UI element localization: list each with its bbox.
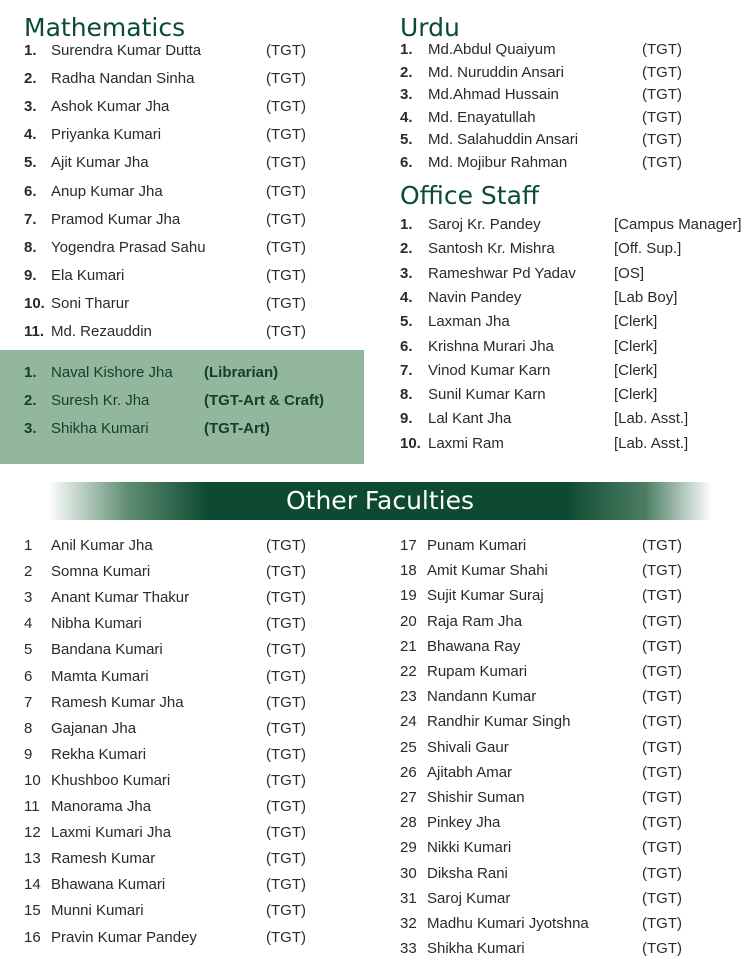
item-role: (TGT)	[266, 824, 306, 842]
item-number: 20	[400, 612, 417, 630]
item-name: Md. Nuruddin Ansari	[428, 63, 564, 81]
item-name: Shikha Kumari	[51, 420, 149, 437]
item-role: (TGT)	[642, 839, 682, 857]
item-name: Nandann Kumar	[427, 688, 537, 706]
item-name: Suresh Kr. Jha	[51, 392, 150, 409]
item-number: 30	[400, 864, 417, 882]
item-number: 5.	[400, 131, 413, 149]
item-number: 2	[24, 563, 33, 581]
item-number: 10.	[400, 434, 421, 452]
item-name: Shikha Kumari	[427, 940, 525, 958]
item-role: (TGT)	[642, 915, 682, 932]
item-name: Rupam Kumari	[427, 663, 528, 680]
item-number: 32	[400, 915, 417, 932]
mathematics-heading: Mathematics	[24, 13, 186, 42]
item-role: (TGT)	[642, 789, 682, 806]
item-number: 16	[24, 928, 41, 946]
item-name: Md. Enayatullah	[428, 108, 536, 126]
item-number: 6	[24, 667, 33, 685]
item-role: (Librarian)	[204, 364, 279, 381]
item-number: 3	[24, 589, 33, 607]
item-name: Radha Nandan Sinha	[51, 70, 195, 88]
item-number: 9	[24, 745, 33, 763]
item-role: (TGT)	[642, 713, 682, 731]
urdu-heading: Urdu	[400, 13, 460, 42]
item-name: Surendra Kumar Dutta	[51, 42, 202, 59]
item-number: 3.	[400, 264, 413, 282]
item-role: (TGT)	[266, 902, 306, 920]
item-number: 29	[400, 839, 417, 857]
item-role: (TGT)	[266, 323, 306, 340]
item-role: (TGT)	[642, 108, 682, 126]
item-name: Krishna Murari Jha	[428, 337, 554, 355]
item-number: 3.	[24, 98, 37, 116]
item-name: Navin Pandey	[428, 288, 522, 306]
item-name: Punam Kumari	[427, 537, 527, 554]
item-number: 8.	[24, 238, 37, 256]
item-name: Soni Tharur	[51, 294, 130, 312]
item-name: Saroj Kumar	[427, 889, 511, 907]
item-name: Laxman Jha	[428, 313, 510, 331]
item-number: 2.	[24, 392, 37, 409]
item-name: Lal Kant Jha	[428, 410, 512, 428]
item-name: Md.Abdul Quaiyum	[428, 41, 556, 58]
item-name: Madhu Kumari Jyotshna	[427, 915, 589, 932]
item-name: Pinkey Jha	[427, 814, 501, 832]
item-number: 24	[400, 713, 417, 731]
item-number: 12	[24, 824, 41, 842]
item-number: 31	[400, 889, 417, 907]
item-name: Bhawana Ray	[427, 637, 521, 655]
item-name: Anil Kumar Jha	[51, 537, 153, 554]
item-name: Ashok Kumar Jha	[51, 98, 170, 116]
item-role: (TGT)	[266, 667, 306, 685]
item-role: [Lab Boy]	[614, 288, 678, 306]
item-number: 11.	[24, 323, 45, 340]
item-name: Ramesh Kumar Jha	[51, 693, 184, 711]
item-name: Mamta Kumari	[51, 667, 149, 685]
item-number: 1.	[400, 41, 413, 58]
item-number: 6.	[24, 182, 37, 200]
item-role: [Off. Sup.]	[614, 240, 682, 258]
item-name: Nibha Kumari	[51, 615, 142, 633]
item-name: Md. Mojibur Rahman	[428, 154, 568, 171]
item-role: (TGT)	[266, 563, 306, 581]
item-name: Santosh Kr. Mishra	[428, 240, 555, 258]
item-number: 8.	[400, 386, 413, 404]
item-role: (TGT)	[642, 86, 682, 104]
item-name: Ajitabh Amar	[427, 763, 513, 781]
item-role: (TGT)	[642, 763, 682, 781]
item-role: [Lab. Asst.]	[614, 410, 689, 428]
item-name: Ajit Kumar Jha	[51, 154, 149, 172]
item-role: [OS]	[614, 264, 645, 282]
item-role: (TGT)	[266, 98, 306, 116]
item-role: (TGT-Art)	[204, 420, 270, 437]
item-number: 4.	[24, 126, 37, 144]
item-name: Bhawana Kumari	[51, 876, 166, 894]
item-role: (TGT)	[266, 238, 306, 256]
item-role: (TGT)	[266, 294, 306, 312]
item-number: 18	[400, 562, 417, 580]
item-role: (TGT)	[642, 814, 682, 832]
item-name: Anup Kumar Jha	[51, 182, 163, 200]
item-name: Pramod Kumar Jha	[51, 210, 181, 228]
item-role: (TGT)	[266, 537, 306, 554]
item-name: Shishir Suman	[427, 789, 525, 806]
item-name: Md.Ahmad Hussain	[428, 86, 559, 104]
item-number: 1.	[400, 216, 413, 233]
item-number: 1	[24, 537, 33, 554]
item-role: (TGT)	[266, 745, 306, 763]
item-name: Naval Kishore Jha	[51, 364, 173, 381]
item-role: (TGT)	[266, 210, 306, 228]
item-number: 5	[24, 641, 33, 659]
item-number: 25	[400, 738, 417, 756]
item-role: (TGT)	[266, 70, 306, 88]
item-role: (TGT)	[266, 693, 306, 711]
item-role: (TGT)	[642, 562, 682, 580]
item-role: (TGT)	[642, 131, 682, 149]
item-number: 2.	[24, 70, 37, 88]
item-number: 9.	[400, 410, 413, 428]
item-number: 26	[400, 763, 417, 781]
item-number: 33	[400, 940, 417, 958]
item-name: Raja Ram Jha	[427, 612, 523, 630]
item-name: Laxmi Ram	[428, 434, 504, 452]
item-number: 6.	[400, 154, 413, 171]
item-role: (TGT)	[266, 876, 306, 894]
item-name: Randhir Kumar Singh	[427, 713, 571, 731]
item-name: Sunil Kumar Karn	[428, 386, 546, 404]
item-role: (TGT)	[266, 266, 306, 284]
item-role: (TGT)	[266, 182, 306, 200]
item-role: (TGT)	[642, 864, 682, 882]
item-number: 28	[400, 814, 417, 832]
item-role: (TGT)	[266, 850, 306, 868]
item-name: Manorama Jha	[51, 798, 152, 815]
item-number: 1.	[24, 364, 37, 381]
item-name: Anant Kumar Thakur	[51, 589, 190, 607]
item-role: (TGT)	[266, 771, 306, 789]
item-number: 7.	[400, 361, 413, 379]
item-number: 15	[24, 902, 41, 920]
item-name: Saroj Kr. Pandey	[428, 216, 541, 233]
item-role: (TGT)	[266, 928, 306, 946]
item-name: Rekha Kumari	[51, 745, 147, 763]
item-number: 5.	[400, 313, 413, 331]
item-number: 8	[24, 719, 33, 737]
item-number: 2.	[400, 240, 413, 258]
item-number: 13	[24, 850, 41, 868]
item-number: 4.	[400, 288, 413, 306]
item-number: 9.	[24, 266, 37, 284]
item-name: Laxmi Kumari Jha	[51, 824, 172, 842]
item-number: 1.	[24, 42, 37, 59]
item-number: 3.	[400, 86, 413, 104]
item-number: 14	[24, 876, 41, 894]
item-number: 10.	[24, 294, 45, 312]
item-role: (TGT)	[642, 738, 682, 756]
item-role: (TGT)	[642, 688, 682, 706]
item-role: (TGT)	[642, 63, 682, 81]
item-number: 27	[400, 789, 417, 806]
item-role: (TGT)	[266, 154, 306, 172]
item-role: [Lab. Asst.]	[614, 434, 689, 452]
item-number: 7.	[24, 210, 37, 228]
item-role: (TGT)	[266, 719, 306, 737]
item-name: Gajanan Jha	[51, 719, 137, 737]
item-name: Rameshwar Pd Yadav	[428, 264, 576, 282]
item-name: Munni Kumari	[51, 902, 144, 920]
item-role: (TGT)	[642, 537, 682, 554]
item-role: (TGT)	[642, 663, 682, 680]
item-number: 23	[400, 688, 417, 706]
item-number: 3.	[24, 420, 37, 437]
item-name: Nikki Kumari	[427, 839, 512, 857]
item-name: Bandana Kumari	[51, 641, 163, 659]
item-role: (TGT)	[642, 41, 682, 58]
item-name: Shivali Gaur	[427, 738, 509, 756]
item-number: 10	[24, 771, 41, 789]
item-role: [Clerk]	[614, 386, 658, 404]
item-role: (TGT)	[266, 42, 306, 59]
item-role: (TGT)	[642, 637, 682, 655]
item-number: 2.	[400, 63, 413, 81]
other-faculties-banner	[48, 482, 712, 520]
item-role: (TGT)	[642, 940, 682, 958]
office-staff-heading: Office Staff	[400, 181, 540, 210]
item-name: Ramesh Kumar	[51, 850, 156, 868]
item-role: (TGT)	[266, 798, 306, 815]
item-name: Diksha Rani	[427, 864, 508, 882]
item-role: [Clerk]	[614, 313, 658, 331]
item-name: Yogendra Prasad Sahu	[51, 238, 206, 256]
item-role: (TGT)	[266, 589, 306, 607]
item-number: 7	[24, 693, 33, 711]
item-number: 21	[400, 637, 417, 655]
item-number: 6.	[400, 337, 413, 355]
item-name: Amit Kumar Shahi	[427, 562, 548, 580]
item-number: 5.	[24, 154, 37, 172]
item-number: 19	[400, 587, 417, 605]
other-faculties-title: Other Faculties	[285, 486, 475, 515]
item-number: 17	[400, 537, 417, 554]
item-role: (TGT)	[642, 154, 682, 171]
item-role: (TGT)	[642, 612, 682, 630]
item-name: Somna Kumari	[51, 563, 151, 581]
item-name: Sujit Kumar Suraj	[427, 587, 544, 605]
item-role: (TGT)	[266, 126, 306, 144]
item-role: [Clerk]	[614, 337, 658, 355]
item-role: [Clerk]	[614, 361, 658, 379]
item-name: Md. Rezauddin	[51, 323, 152, 340]
item-name: Md. Salahuddin Ansari	[428, 131, 579, 149]
item-name: Priyanka Kumari	[51, 126, 162, 144]
item-role: (TGT)	[642, 889, 682, 907]
item-number: 4	[24, 615, 33, 633]
item-role: (TGT)	[266, 641, 306, 659]
item-number: 22	[400, 663, 417, 680]
item-role: [Campus Manager]	[614, 216, 742, 233]
item-number: 11	[24, 798, 40, 815]
item-role: (TGT-Art & Craft)	[204, 392, 324, 409]
item-name: Ela Kumari	[51, 266, 125, 284]
item-name: Vinod Kumar Karn	[428, 361, 551, 379]
item-number: 4.	[400, 108, 413, 126]
item-role: (TGT)	[642, 587, 682, 605]
item-name: Khushboo Kumari	[51, 771, 171, 789]
item-name: Pravin Kumar Pandey	[51, 928, 197, 946]
item-role: (TGT)	[266, 615, 306, 633]
